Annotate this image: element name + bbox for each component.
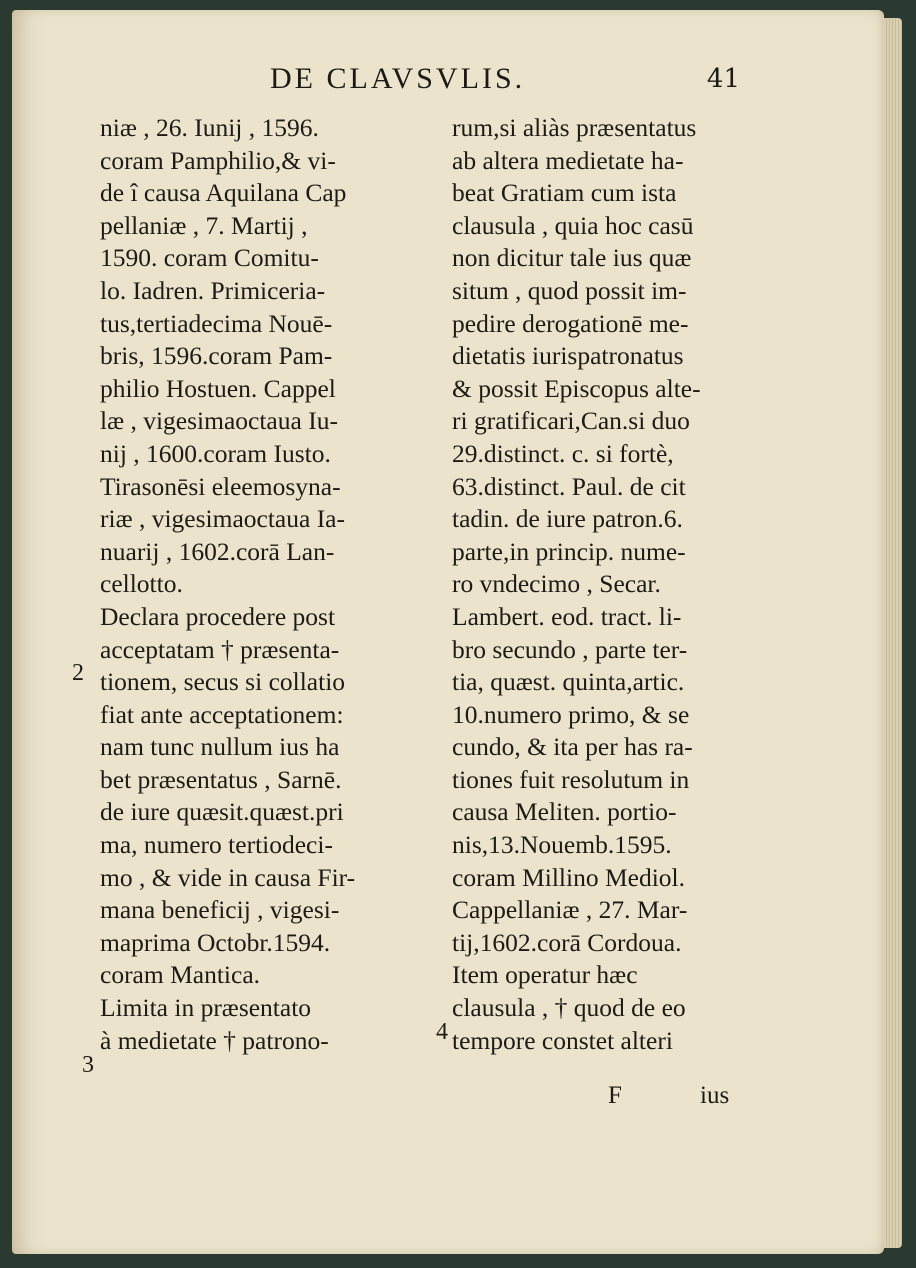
text-line: Tirasonēsi eleemosyna- [100,471,341,501]
margin-number-3: 3 [82,1052,94,1078]
text-line: parte,in princip. nume- [452,536,686,566]
text-line: riæ , vigesimaoctaua Ia- [100,504,345,534]
text-line: bet præsentatus , Sarnē. [100,764,342,794]
running-title: DE CLAVSVLIS. [270,62,526,95]
text-line: Declara procedere post [100,601,336,631]
text-line: coram Millino Mediol. [452,862,686,892]
page-edges [884,18,902,1248]
text-line: tempore constet alteri [452,1025,673,1055]
text-line: pedire derogationē me- [452,308,689,338]
text-line: beat Gratiam cum ista [452,178,677,208]
text-line: læ , vigesimaoctaua Iu- [100,406,338,436]
page-header [270,62,740,102]
text-line: 10.numero primo, & se [452,699,690,729]
text-line: tadin. de iure patron.6. [452,504,683,534]
text-line: non dicitur tale ius quæ [452,243,692,273]
text-line: Cappellaniæ , 27. Mar- [452,895,688,925]
text-line: tiones fuit resolutum in [452,764,690,794]
text-line: ma, numero tertiodeci- [100,830,333,860]
text-line: Item operatur hæc [452,960,638,990]
text-line: 29.distinct. c. si fortè, [452,438,674,468]
text-line: ab altera medietate ha- [452,145,684,175]
text-line: situm , quod possit im- [452,275,687,305]
text-line: niæ , 26. Iunij , 1596. [100,113,319,142]
text-line: bro secundo , parte ter- [452,634,688,664]
text-line: ro vndecimo , Secar. [452,569,661,599]
text-line: acceptatam † præsenta- [100,634,340,664]
text-line: dietatis iurispatronatus [452,341,684,371]
text-line: causa Meliten. portio- [452,797,677,827]
text-line: cundo, & ita per has ra- [452,732,693,762]
text-line: 63.distinct. Paul. de cit [452,471,686,501]
text-line: clausula , quia hoc casū [452,210,694,240]
text-line: fiat ante acceptationem: [100,699,344,729]
text-line: cellotto. [100,569,183,599]
text-line: clausula , † quod de eo [452,993,686,1023]
text-line: nis,13.Nouemb.1595. [452,830,672,860]
text-line: maprima Octobr.1594. [100,927,331,957]
text-line: nuarij , 1602.corā Lan- [100,536,335,566]
text-line: philio Hostuen. Cappel [100,373,336,403]
left-column [100,112,420,1057]
catchword: ius [700,1082,730,1109]
right-column [452,112,782,1057]
page-number: 41 [706,64,740,94]
margin-number-2: 2 [72,660,84,686]
text-line: Lambert. eod. tract. li- [452,601,682,631]
text-line: tij,1602.corā Cordoua. [452,927,682,957]
signature-mark: F [608,1082,622,1109]
text-line: mana beneficij , vigesi- [100,895,340,925]
margin-number-4: 4 [436,1019,448,1045]
text-line: ri gratificari,Can.si duo [452,406,690,436]
text-line: & possit Episcopus alte- [452,373,701,403]
text-line: de iure quæsit.quæst.pri [100,797,344,827]
text-line: 1590. coram Comitu- [100,243,319,273]
text-line: nam tunc nullum ius ha [100,732,340,762]
text-line: à medietate † patrono- [100,1025,329,1055]
text-line: tia, quæst. quinta,artic. [452,667,685,697]
text-line: Limita in præsentato [100,993,312,1023]
text-line: bris, 1596.coram Pam- [100,341,333,371]
text-line: pellaniæ , 7. Martij , [100,210,308,240]
text-line: tus,tertiadecima Nouē- [100,308,333,338]
text-line: coram Pamphilio,& vi- [100,145,336,175]
text-line: tionem, secus si collatio [100,667,346,697]
text-line: mo , & vide in causa Fir- [100,862,356,892]
text-line: coram Mantica. [100,960,261,990]
text-line: de î causa Aquilana Cap [100,178,347,208]
text-line: lo. Iadren. Primiceria- [100,275,326,305]
text-line: rum,si aliàs præsentatus [452,113,697,142]
text-line: nij , 1600.coram Iusto. [100,438,331,468]
